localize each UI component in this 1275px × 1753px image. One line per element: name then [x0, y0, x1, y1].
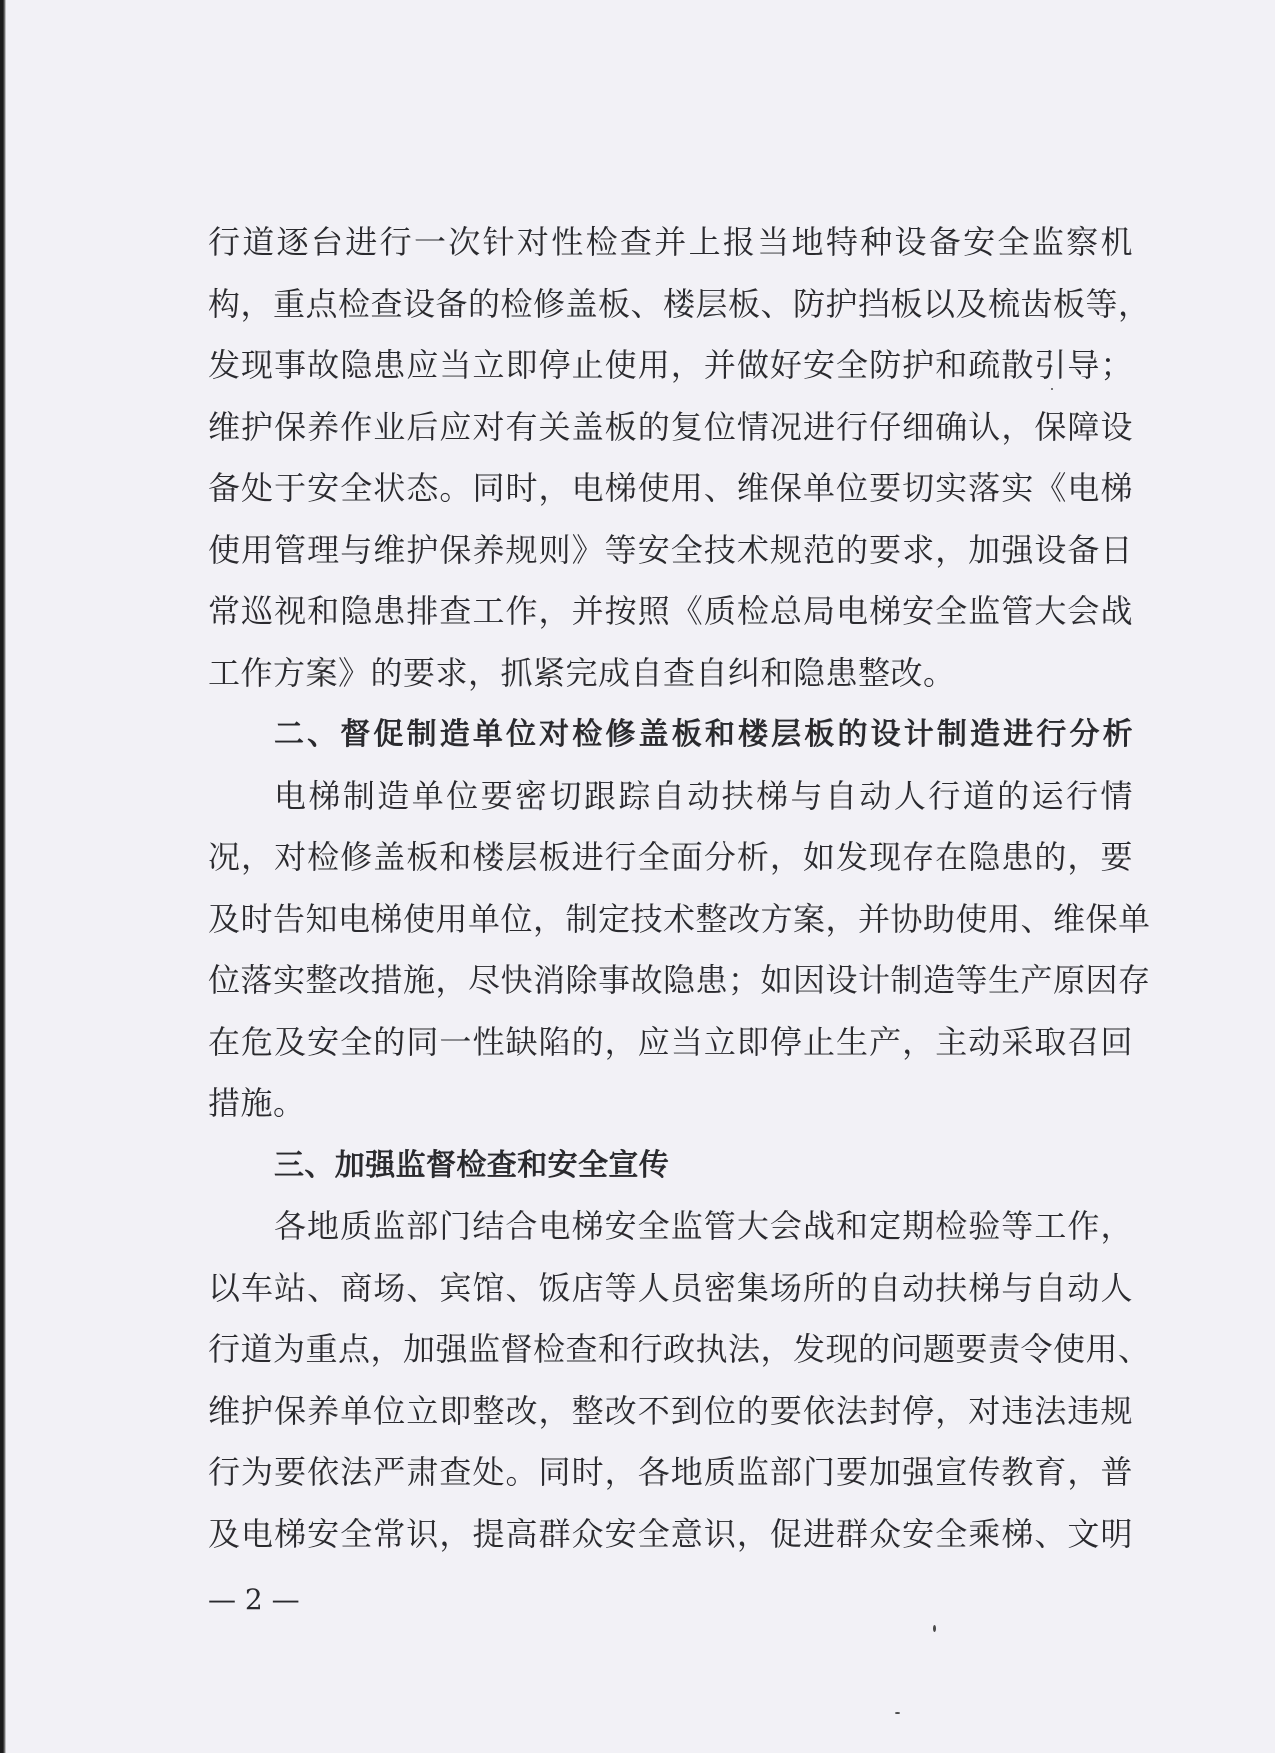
paragraph-first-line: 各地质监部门结合电梯安全监管大会战和定期检验等工作，: [274, 1207, 1133, 1245]
scan-speck: [933, 1625, 936, 1632]
body-line: 行为要依法严肃查处。同时，各地质监部门要加强宣传教育，普: [208, 1453, 1133, 1491]
body-line: 况，对检修盖板和楼层板进行全面分析，如发现存在隐患的，要: [208, 838, 1133, 876]
body-line: 使用管理与维护保养规则》等安全技术规范的要求，加强设备日: [208, 530, 1133, 569]
body-line: 备处于安全状态。同时，电梯使用、维保单位要切实落实《电梯: [208, 469, 1133, 507]
paragraph-first-line: 电梯制造单位要密切跟踪自动扶梯与自动人行道的运行情: [274, 776, 1133, 815]
body-line: 以车站、商场、宾馆、饭店等人员密集场所的自动扶梯与自动人: [208, 1268, 1133, 1307]
body-line: 及电梯安全常识，提高群众安全意识，促进群众安全乘梯、文明: [208, 1514, 1133, 1553]
body-line: 构，重点检查设备的检修盖板、楼层板、防护挡板以及梳齿板等，: [208, 284, 1151, 323]
body-line: 行道为重点，加强监督检查和行政执法，发现的问题要责令使用、: [208, 1330, 1151, 1368]
scan-speck: [895, 1712, 900, 1714]
scan-speck: [1051, 388, 1053, 390]
body-line: 措施。: [208, 1084, 306, 1122]
body-line: 维护保养作业后应对有关盖板的复位情况进行仔细确认，保障设: [208, 407, 1133, 446]
document-body: [208, 212, 1151, 1565]
scan-left-edge: [0, 0, 6, 1753]
section-heading: 三、加强监督检查和安全宣传: [274, 1147, 670, 1183]
page-number: — 2 —: [208, 1583, 300, 1616]
body-line: 位落实整改措施，尽快消除事故隐患；如因设计制造等生产原因存: [208, 961, 1151, 999]
body-line: 行道逐台进行一次针对性检查并上报当地特种设备安全监察机: [208, 223, 1133, 261]
body-line: 在危及安全的同一性缺陷的，应当立即停止生产，主动采取召回: [208, 1022, 1133, 1061]
section-heading: 二、督促制造单位对检修盖板和楼层板的设计制造进行分析: [274, 717, 1133, 752]
body-line: 常巡视和隐患排查工作，并按照《质检总局电梯安全监管大会战: [208, 592, 1133, 630]
body-line: 及时告知电梯使用单位，制定技术整改方案，并协助使用、维保单: [208, 899, 1151, 938]
body-line: 发现事故隐患应当立即停止使用，并做好安全防护和疏散引导；: [208, 346, 1133, 384]
body-line: 维护保养单位立即整改，整改不到位的要依法封停，对违法违规: [208, 1391, 1133, 1430]
body-line: 工作方案》的要求，抓紧完成自查自纠和隐患整改。: [208, 653, 956, 692]
